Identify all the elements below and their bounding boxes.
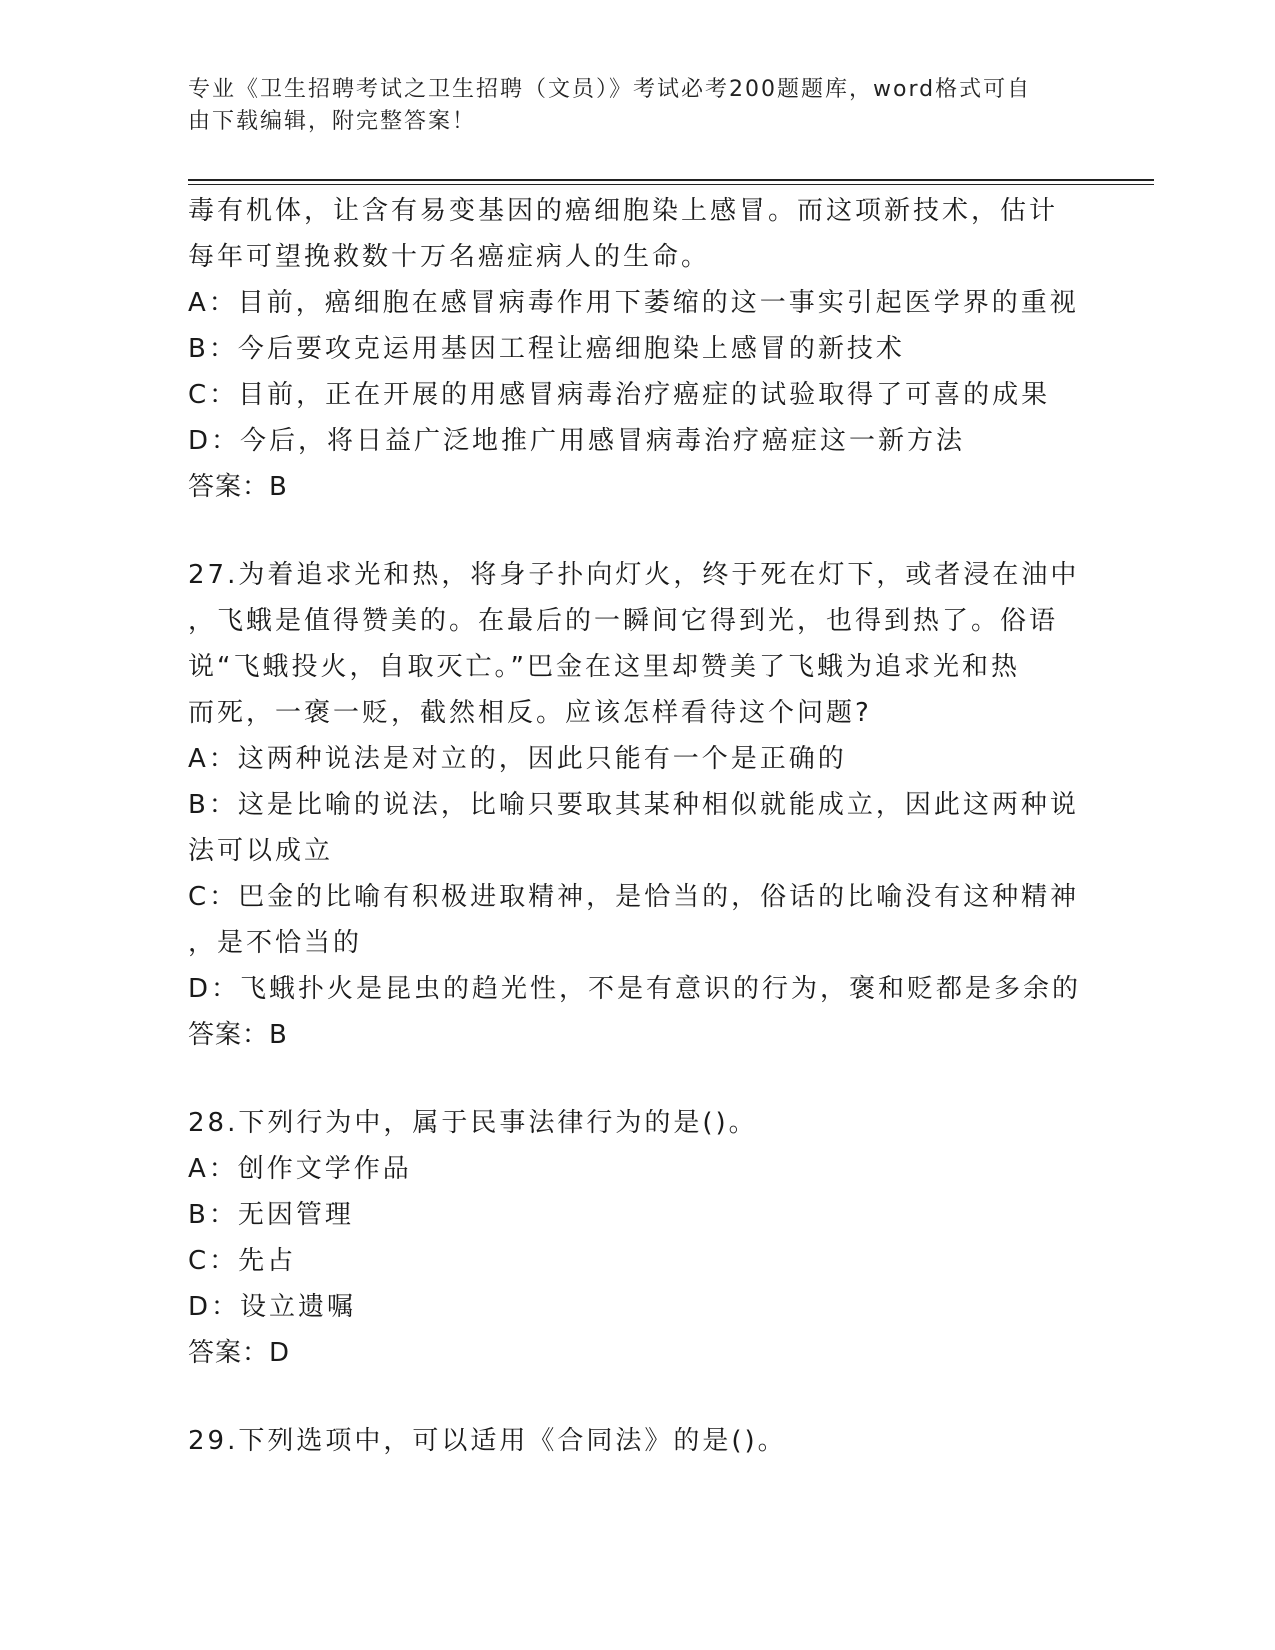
question-28-stem: 28.下列行为中，属于民事法律行为的是()。: [188, 1108, 758, 1138]
question-27-option-b-line-2: 法可以成立: [188, 836, 334, 866]
spacer: [188, 1058, 1088, 1100]
question-27-option-a: A：这两种说法是对立的，因此只能有一个是正确的: [188, 744, 847, 774]
header-title-line-1: 专业《卫生招聘考试之卫生招聘（文员）》考试必考200题题库，word格式可自: [188, 77, 1032, 102]
document-header: [188, 74, 1068, 138]
question-28-option-a: A：创作文学作品: [188, 1154, 412, 1184]
question-28-option-c: C：先占: [188, 1246, 297, 1276]
question-26-stem-line-1: 毒有机体，让含有易变基因的癌细胞染上感冒。而这项新技术，估计: [188, 196, 1059, 226]
question-26-option-d: D：今后，将日益广泛地推广用感冒病毒治疗癌症这一新方法: [188, 426, 966, 456]
question-26: [188, 188, 1088, 510]
question-27-stem-line-4: 而死，一褒一贬，截然相反。应该怎样看待这个问题?: [188, 698, 872, 728]
header-title-line-2: 由下载编辑，附完整答案！: [188, 109, 477, 134]
question-29: [188, 1418, 1088, 1464]
question-27-option-b-line-1: B：这是比喻的说法，比喻只要取其某种相似就能成立，因此这两种说: [188, 790, 1079, 820]
question-29-stem: 29.下列选项中，可以适用《合同法》的是()。: [188, 1426, 787, 1456]
question-27-option-c-line-1: C：巴金的比喻有积极进取精神，是恰当的，俗话的比喻没有这种精神: [188, 882, 1080, 912]
header-rule-thick: [188, 179, 1154, 181]
question-28: [188, 1100, 1088, 1376]
spacer: [188, 1376, 1088, 1418]
question-26-option-c: C：目前，正在开展的用感冒病毒治疗癌症的试验取得了可喜的成果: [188, 380, 1051, 410]
question-28-answer: 答案：D: [188, 1338, 291, 1368]
question-28-option-d: D：设立遗嘱: [188, 1292, 357, 1322]
spacer: [188, 510, 1088, 552]
question-28-option-b: B：无因管理: [188, 1200, 354, 1230]
question-content: [188, 188, 1088, 1464]
question-27: [188, 552, 1088, 1058]
question-27-stem-line-2: ，飞蛾是值得赞美的。在最后的一瞬间它得到光，也得到热了。俗语: [188, 606, 1059, 636]
question-26-stem-line-2: 每年可望挽救数十万名癌症病人的生命。: [188, 242, 711, 272]
question-27-answer: 答案：B: [188, 1020, 288, 1050]
question-26-answer: 答案：B: [188, 472, 288, 502]
question-27-option-d: D：飞蛾扑火是昆虫的趋光性，不是有意识的行为，褒和贬都是多余的: [188, 974, 1082, 1004]
question-26-option-a: A：目前，癌细胞在感冒病毒作用下萎缩的这一事实引起医学界的重视: [188, 288, 1079, 318]
question-27-stem-line-3: 说“飞蛾投火，自取灭亡。”巴金在这里却赞美了飞蛾为追求光和热: [188, 652, 1020, 682]
question-26-option-b: B：今后要攻克运用基因工程让癌细胞染上感冒的新技术: [188, 334, 905, 364]
question-27-option-c-line-2: ，是不恰当的: [188, 928, 363, 958]
header-rule-thin: [188, 184, 1154, 185]
question-27-stem-line-1: 27.为着追求光和热，将身子扑向灯火，终于死在灯下，或者浸在油中: [188, 560, 1080, 590]
